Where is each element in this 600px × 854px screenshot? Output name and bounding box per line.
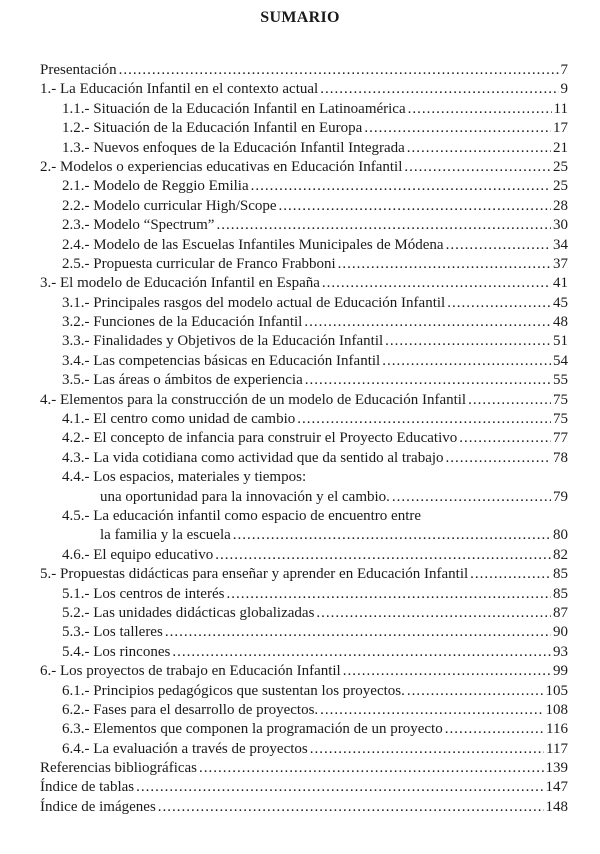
toc-entry-page: 37 (553, 255, 568, 272)
toc-entry-page: 85 (553, 585, 568, 602)
dot-leader (364, 119, 551, 138)
dot-leader (251, 177, 551, 196)
dot-leader (407, 139, 551, 158)
toc-entry-title: 4.5.- La educación infantil como espacio de encuentro entre (62, 507, 422, 524)
toc-entry-page: 55 (553, 372, 568, 389)
dot-leader (408, 100, 552, 119)
toc-entry-page: 28 (553, 197, 568, 214)
dot-leader (226, 585, 551, 604)
dot-leader (165, 623, 551, 642)
toc-entry[interactable] (40, 410, 568, 429)
toc-entry-title: 4.2.- El concepto de infancia para construir el Proyecto Educativo (62, 430, 458, 447)
page-title: SUMARIO (260, 9, 340, 26)
toc-entry-page: 11 (553, 100, 568, 117)
toc-entry-title: 1.3.- Nuevos enfoques de la Educación Infantil Integrada (62, 139, 405, 156)
toc-entry-page: 9 (560, 81, 568, 98)
toc-entry-title: 2.- Modelos o experiencias educativas en Educación Infantil (40, 158, 403, 175)
dot-leader (136, 778, 543, 797)
toc-entry-page: 41 (553, 275, 568, 292)
dot-leader (445, 720, 544, 739)
dot-leader (304, 313, 551, 332)
toc-entry[interactable] (40, 61, 568, 80)
toc-entry[interactable] (40, 294, 568, 313)
dot-leader (172, 643, 551, 662)
toc-entry-page: 139 (545, 760, 568, 777)
toc-entry-title: 2.1.- Modelo de Reggio Emilia (62, 178, 249, 195)
toc-entry-page: 105 (545, 682, 568, 699)
toc-entry-title: Índice de tablas (40, 779, 135, 796)
toc-entry-title: 4.6.- El equipo educativo (62, 546, 214, 563)
toc-entry[interactable] (40, 585, 568, 604)
toc-entry-page: 79 (553, 488, 568, 505)
toc-entry-page: 7 (560, 62, 568, 78)
dot-leader (470, 565, 551, 584)
toc-entry[interactable] (40, 488, 568, 507)
toc-entry-title: 5.1.- Los centros de interés (62, 585, 225, 602)
toc-entry[interactable] (40, 352, 568, 371)
dot-leader (343, 662, 551, 681)
toc-entry-page: 17 (553, 120, 568, 137)
toc-entry[interactable] (40, 798, 568, 817)
toc-entry[interactable] (40, 80, 568, 99)
toc-entry[interactable] (40, 759, 568, 778)
table-of-contents (40, 61, 568, 817)
toc-entry-page: 45 (553, 294, 568, 311)
toc-entry[interactable] (40, 546, 568, 565)
toc-entry-page: 48 (553, 314, 568, 331)
toc-entry-page: 78 (553, 449, 568, 466)
toc-entry-page: 93 (553, 643, 568, 660)
toc-entry[interactable] (40, 643, 568, 662)
toc-entry[interactable] (40, 197, 568, 216)
toc-entry-title: la familia y la escuela (100, 527, 231, 544)
toc-entry-page: 148 (545, 798, 568, 815)
toc-entry[interactable] (40, 255, 568, 274)
dot-leader (305, 371, 551, 390)
dot-leader (322, 274, 551, 293)
toc-entry[interactable] (40, 371, 568, 390)
dot-leader (407, 682, 544, 701)
toc-entry[interactable] (40, 139, 568, 158)
dot-leader (199, 759, 543, 778)
toc-entry-page: 80 (553, 527, 568, 544)
toc-entry-title: 5.4.- Los rincones (62, 643, 171, 660)
toc-entry-page: 21 (553, 139, 568, 156)
dot-leader (216, 216, 551, 235)
toc-entry-title: una oportunidad para la innovación y el cambio. (100, 488, 390, 505)
toc-entry-title: 4.- Elementos para la construcción de un modelo de Educación Infantil (40, 391, 467, 408)
toc-entry-title: Índice de imágenes (40, 798, 156, 815)
toc-entry[interactable] (40, 720, 568, 739)
toc-entry-title: 4.3.- La vida cotidiana como actividad que da sentido al trabajo (62, 449, 444, 466)
dot-leader (382, 352, 551, 371)
toc-entry-title: 6.4.- La evaluación a través de proyectos (62, 740, 308, 757)
dot-leader (446, 449, 551, 468)
toc-entry-page: 85 (553, 566, 568, 583)
dot-leader (297, 410, 551, 429)
toc-entry-title: 3.3.- Finalidades y Objetivos de la Educación Infantil (62, 333, 384, 350)
toc-entry-title: 3.5.- Las áreas o ámbitos de experiencia (62, 372, 303, 389)
toc-entry-title: 3.2.- Funciones de la Educación Infantil (62, 314, 303, 331)
dot-leader (338, 255, 551, 274)
toc-entry-title: 3.4.- Las competencias básicas en Educación Infantil (62, 352, 381, 369)
toc-entry-page: 75 (553, 411, 568, 428)
toc-entry[interactable] (40, 100, 568, 119)
toc-entry-title: 3.1.- Principales rasgos del modelo actual de Educación Infantil (62, 294, 446, 311)
dot-leader (468, 391, 551, 410)
toc-entry-title: 5.- Propuestas didácticas para enseñar y aprender en Educación Infantil (40, 566, 469, 583)
toc-entry[interactable] (40, 332, 568, 351)
toc-entry-page: 54 (553, 352, 568, 369)
toc-entry[interactable] (40, 313, 568, 332)
dot-leader (119, 61, 559, 80)
toc-entry-page: 75 (553, 391, 568, 408)
toc-entry-page: 116 (546, 721, 568, 738)
dot-leader (215, 546, 551, 565)
toc-entry-page: 117 (546, 740, 568, 757)
toc-entry[interactable] (40, 701, 568, 720)
toc-entry-title: 6.- Los proyectos de trabajo en Educación Infantil (40, 663, 341, 680)
toc-entry-title: 1.1.- Situación de la Educación Infantil en Latinoamérica (62, 100, 406, 117)
toc-entry-title: 5.3.- Los talleres (62, 624, 163, 641)
toc-entry-title: 1.2.- Situación de la Educación Infantil en Europa (62, 120, 363, 137)
toc-entry-title: 2.3.- Modelo “Spectrum” (62, 217, 215, 234)
toc-entry[interactable] (40, 468, 568, 487)
toc-entry[interactable] (40, 216, 568, 235)
dot-leader (320, 701, 543, 720)
dot-leader (233, 526, 551, 545)
toc-entry[interactable] (40, 662, 568, 681)
toc-entry-title: 2.2.- Modelo curricular High/Scope (62, 197, 277, 214)
toc-entry-page: 34 (553, 236, 568, 253)
dot-leader (385, 332, 551, 351)
toc-entry[interactable] (40, 177, 568, 196)
toc-entry-title: 5.2.- Las unidades didácticas globalizadas (62, 604, 315, 621)
dot-leader (310, 740, 544, 759)
toc-entry-title: 2.4.- Modelo de las Escuelas Infantiles Municipales de Módena (62, 236, 444, 253)
dot-leader (158, 798, 544, 817)
toc-entry-title: 1.- La Educación Infantil en el contexto actual (40, 81, 319, 98)
toc-entry[interactable] (40, 449, 568, 468)
toc-entry-title: 4.1.- El centro como unidad de cambio (62, 411, 296, 428)
toc-entry-title: Presentación (40, 62, 117, 78)
toc-entry[interactable] (40, 507, 568, 526)
toc-entry[interactable] (40, 429, 568, 448)
dot-leader (392, 488, 551, 507)
toc-entry[interactable] (40, 526, 568, 545)
dot-leader (404, 158, 551, 177)
toc-entry[interactable] (40, 565, 568, 584)
toc-entry[interactable] (40, 274, 568, 293)
toc-entry[interactable] (40, 740, 568, 759)
toc-entry-page: 108 (545, 701, 568, 718)
toc-entry-page: 77 (553, 430, 568, 447)
toc-entry-title: 4.4.- Los espacios, materiales y tiempos: (62, 469, 307, 486)
toc-entry-title: 6.2.- Fases para el desarrollo de proyectos. (62, 701, 319, 718)
toc-entry[interactable] (40, 158, 568, 177)
toc-entry-title: 6.1.- Principios pedagógicos que sustentan los proyectos. (62, 682, 405, 699)
toc-entry-title: 3.- El modelo de Educación Infantil en España (40, 275, 320, 292)
toc-entry-page: 147 (545, 779, 568, 796)
toc-entry-page: 82 (553, 546, 568, 563)
toc-entry-page: 25 (553, 178, 568, 195)
dot-leader (316, 604, 551, 623)
toc-entry-title: Referencias bibliográficas (40, 760, 198, 777)
toc-entry[interactable] (40, 682, 568, 701)
toc-entry[interactable] (40, 391, 568, 410)
dot-leader (446, 236, 551, 255)
toc-entry-title: 6.3.- Elementos que componen la programación de un proyecto (62, 721, 443, 738)
toc-entry-page: 99 (553, 663, 568, 680)
toc-entry[interactable] (40, 623, 568, 642)
toc-entry-page: 87 (553, 604, 568, 621)
dot-leader (320, 80, 558, 99)
toc-entry-page: 25 (553, 158, 568, 175)
toc-entry[interactable] (40, 236, 568, 255)
toc-entry[interactable] (40, 778, 568, 797)
toc-entry[interactable] (40, 604, 568, 623)
dot-leader (279, 197, 551, 216)
toc-entry[interactable] (40, 119, 568, 138)
toc-entry-title: 2.5.- Propuesta curricular de Franco Frabboni (62, 255, 336, 272)
dot-leader (459, 429, 551, 448)
dot-leader (447, 294, 551, 313)
toc-entry-page: 30 (553, 217, 568, 234)
toc-entry-page: 90 (553, 624, 568, 641)
toc-entry-page: 51 (553, 333, 568, 350)
